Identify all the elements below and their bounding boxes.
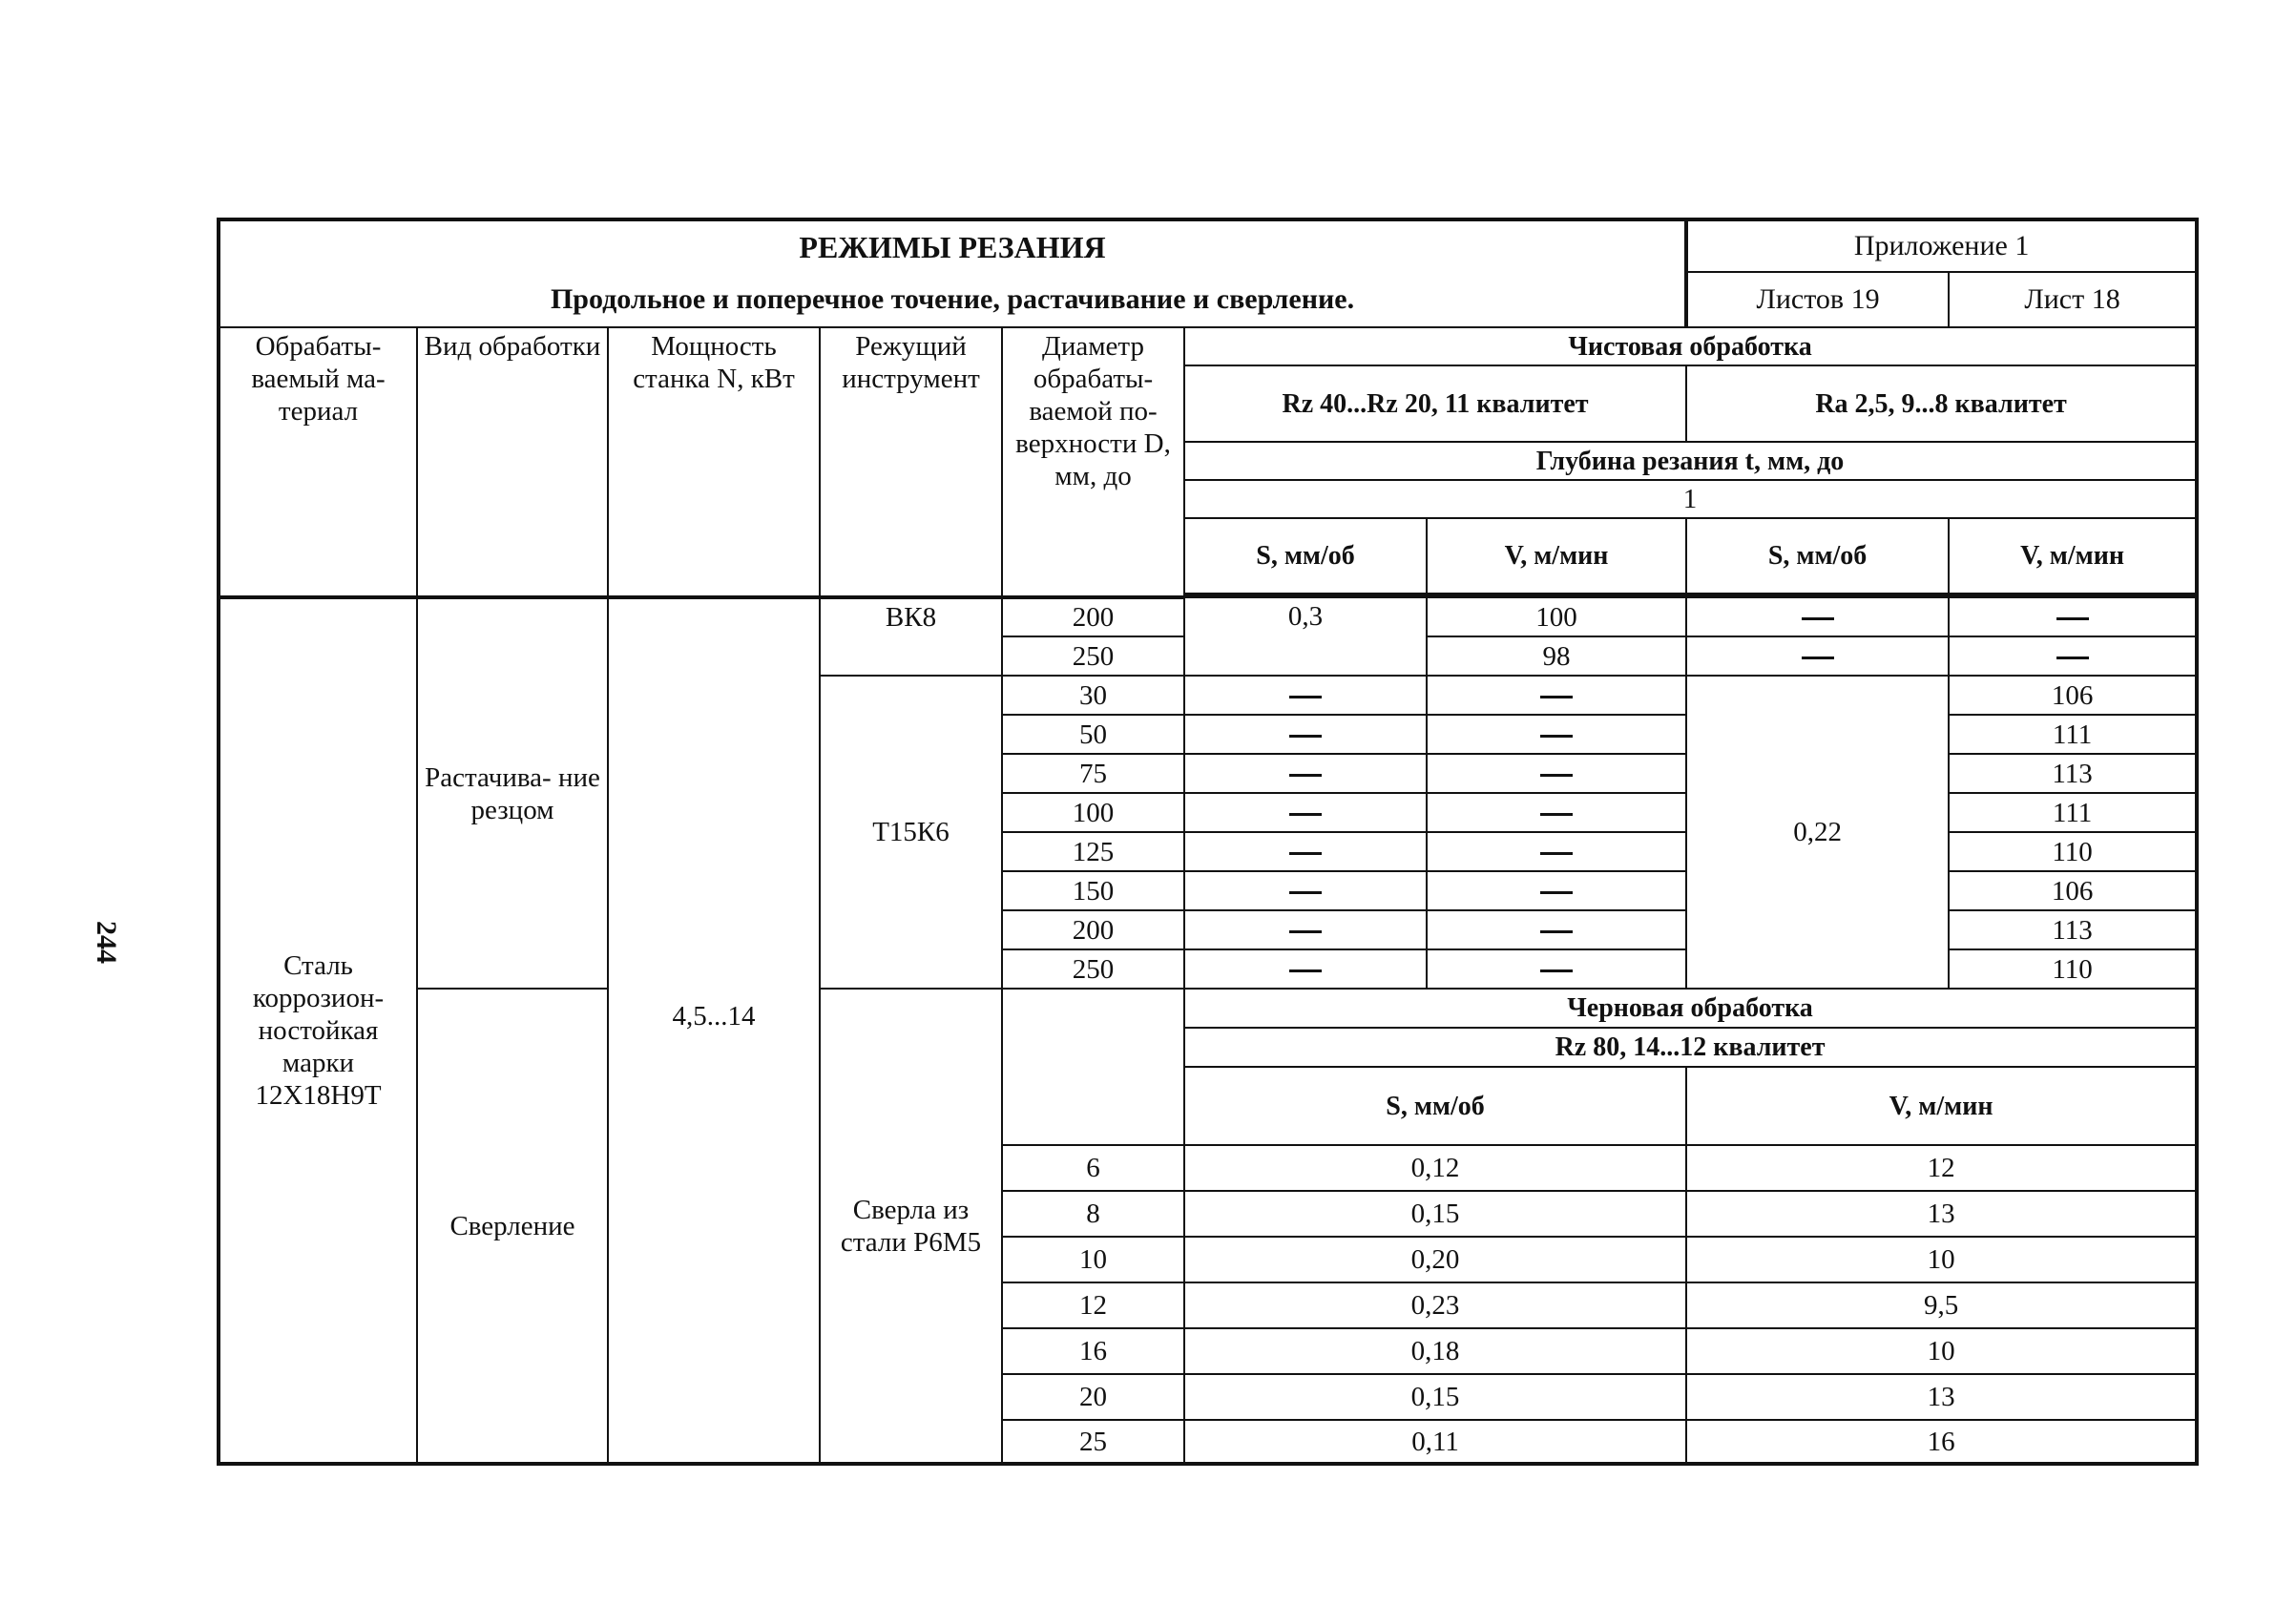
col-header-diameter: Диаметр обрабаты- ваемой по- верхности D, мм, до — [1002, 327, 1184, 597]
diameter-cell: 6 — [1002, 1145, 1184, 1191]
s1-cell: 0,3 — [1184, 597, 1427, 676]
rough-v-cell: 16 — [1686, 1420, 2197, 1464]
v1-cell — [1427, 910, 1686, 949]
diameter-cell: 250 — [1002, 636, 1184, 676]
rough-v-cell: 10 — [1686, 1328, 2197, 1374]
appendix-label: Приложение 1 — [1686, 219, 2197, 272]
finish-group-rz: Rz 40...Rz 20, 11 квалитет — [1184, 365, 1686, 442]
v2-cell: 106 — [1949, 871, 2197, 910]
v1-cell — [1427, 715, 1686, 754]
diameter-cell: 10 — [1002, 1237, 1184, 1282]
s1-cell — [1184, 715, 1427, 754]
col-header-operation: Вид обработки — [417, 327, 608, 597]
v1-cell — [1427, 949, 1686, 989]
rough-s-cell: 0,12 — [1184, 1145, 1686, 1191]
v2-cell: 113 — [1949, 910, 2197, 949]
table-title: РЕЖИМЫ РЕЗАНИЯ — [219, 219, 1686, 272]
diameter-cell: 100 — [1002, 793, 1184, 832]
diameter-cell: 75 — [1002, 754, 1184, 793]
v2-cell: 111 — [1949, 793, 2197, 832]
operation-boring: Растачива- ние резцом — [417, 597, 608, 989]
finish-group-ra: Ra 2,5, 9...8 квалитет — [1686, 365, 2197, 442]
depth-value: 1 — [1184, 480, 2197, 518]
tool-drill: Сверла из стали Р6М5 — [820, 989, 1002, 1464]
diameter-cell: 20 — [1002, 1374, 1184, 1420]
v1-cell: 100 — [1427, 597, 1686, 636]
s1-cell — [1184, 949, 1427, 989]
s1-cell — [1184, 754, 1427, 793]
v1-cell — [1427, 793, 1686, 832]
v2-cell: 113 — [1949, 754, 2197, 793]
rough-v-cell: 12 — [1686, 1145, 2197, 1191]
diameter-cell: 200 — [1002, 910, 1184, 949]
s1-cell — [1184, 676, 1427, 715]
depth-label: Глубина резания t, мм, до — [1184, 442, 2197, 480]
rough-s-cell: 0,23 — [1184, 1282, 1686, 1328]
rough-group: Rz 80, 14...12 квалитет — [1184, 1028, 2197, 1067]
rough-v-label: V, м/мин — [1686, 1067, 2197, 1145]
page-number: 244 — [91, 921, 122, 964]
tool-t15k6: Т15К6 — [820, 676, 1002, 989]
col-header-power: Мощность станка N, кВт — [608, 327, 820, 597]
v2-cell — [1949, 636, 2197, 676]
v1-cell — [1427, 871, 1686, 910]
v1-cell: 98 — [1427, 636, 1686, 676]
v1-cell — [1427, 832, 1686, 871]
rough-s-cell: 0,15 — [1184, 1191, 1686, 1237]
cutting-modes-table — [217, 218, 2199, 1466]
material-value: Сталь коррозион- ностойкая марки 12Х18Н9Т — [219, 597, 417, 1464]
v2-cell: 106 — [1949, 676, 2197, 715]
s1-cell — [1184, 910, 1427, 949]
diameter-cell: 250 — [1002, 949, 1184, 989]
sheets-total: Листов 19 — [1686, 272, 1949, 327]
v1-cell — [1427, 676, 1686, 715]
rough-v-cell: 10 — [1686, 1237, 2197, 1282]
s-label-ra: S, мм/об — [1686, 518, 1949, 594]
v2-cell: 111 — [1949, 715, 2197, 754]
s2-cell — [1686, 597, 1949, 636]
rough-v-cell: 13 — [1686, 1191, 2197, 1237]
sheet-number: Лист 18 — [1949, 272, 2197, 327]
s1-cell — [1184, 793, 1427, 832]
diameter-cell: 50 — [1002, 715, 1184, 754]
col-header-tool: Режущий инструмент — [820, 327, 1002, 597]
rough-s-cell: 0,18 — [1184, 1328, 1686, 1374]
diameter-cell: 12 — [1002, 1282, 1184, 1328]
diameter-cell: 16 — [1002, 1328, 1184, 1374]
finish-title: Чистовая обработка — [1184, 327, 2197, 365]
col-header-material: Обрабаты- ваемый ма- териал — [219, 327, 417, 597]
v1-cell — [1427, 754, 1686, 793]
diameter-cell: 125 — [1002, 832, 1184, 871]
diameter-cell: 200 — [1002, 597, 1184, 636]
v2-cell — [1949, 597, 2197, 636]
rough-s-cell: 0,15 — [1184, 1374, 1686, 1420]
s1-cell — [1184, 871, 1427, 910]
diameter-blank — [1002, 989, 1184, 1145]
diameter-cell: 25 — [1002, 1420, 1184, 1464]
diameter-cell: 150 — [1002, 871, 1184, 910]
v-label-ra: V, м/мин — [1949, 518, 2197, 594]
rough-s-label: S, мм/об — [1184, 1067, 1686, 1145]
s-label-rz: S, мм/об — [1184, 518, 1427, 594]
power-value: 4,5...14 — [608, 597, 820, 1464]
table-subtitle: Продольное и поперечное точение, растачивание и сверление. — [219, 272, 1686, 327]
s2-merged-cell: 0,22 — [1686, 676, 1949, 989]
v-label-rz: V, м/мин — [1427, 518, 1686, 594]
v2-cell: 110 — [1949, 832, 2197, 871]
v2-cell: 110 — [1949, 949, 2197, 989]
diameter-cell: 30 — [1002, 676, 1184, 715]
rough-v-cell: 9,5 — [1686, 1282, 2197, 1328]
tool-vk8: ВК8 — [820, 597, 1002, 676]
rough-s-cell: 0,11 — [1184, 1420, 1686, 1464]
rough-s-cell: 0,20 — [1184, 1237, 1686, 1282]
operation-drilling: Сверление — [417, 989, 608, 1464]
s1-cell — [1184, 832, 1427, 871]
rough-v-cell: 13 — [1686, 1374, 2197, 1420]
s2-cell — [1686, 636, 1949, 676]
rough-title: Черновая обработка — [1184, 989, 2197, 1028]
diameter-cell: 8 — [1002, 1191, 1184, 1237]
